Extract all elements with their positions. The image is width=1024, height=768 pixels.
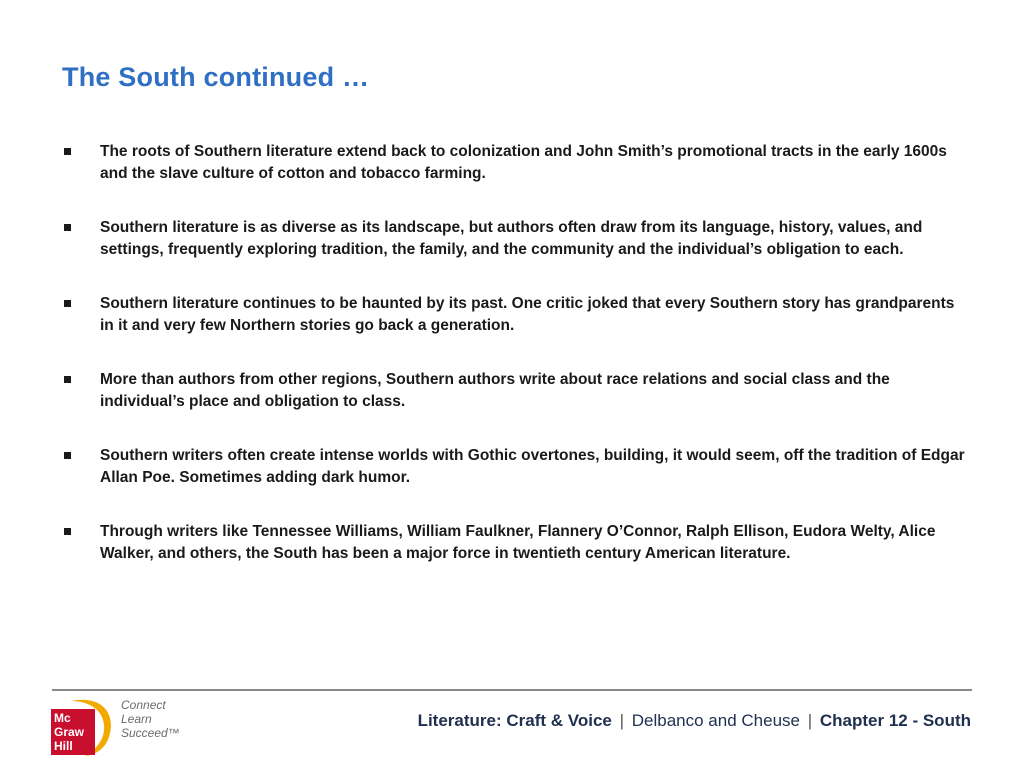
square-bullet-icon	[64, 528, 71, 535]
square-bullet-icon	[64, 300, 71, 307]
bullet-item	[62, 521, 972, 565]
square-bullet-icon	[64, 376, 71, 383]
slide-title: The South continued …	[62, 62, 370, 92]
footer-separator: |	[807, 711, 813, 730]
logo-tagline-line: Succeed™	[121, 726, 180, 740]
bullet-item	[62, 445, 972, 489]
bullet-text: Southern writers often create intense worlds with Gothic overtones, building, it would seem, off the tradition of Edgar Allan Poe. Sometimes adding dark humor.	[100, 447, 965, 486]
bullet-text: The roots of Southern literature extend back to colonization and John Smith’s promotional tracts in the early 1600s and the slave culture of cotton and tobacco farming.	[100, 143, 947, 182]
footer-citation	[418, 711, 971, 731]
footer-divider	[52, 689, 972, 691]
logo-tagline-line: Connect	[121, 698, 166, 712]
logo-tagline-line: Learn	[121, 712, 152, 726]
bullet-item	[62, 217, 972, 261]
bullet-item	[62, 293, 972, 337]
bullet-item	[62, 369, 972, 413]
footer-book-title: Literature: Craft & Voice	[417, 711, 612, 730]
bullet-text: Southern literature is as diverse as its landscape, but authors often draw from its language, history, values, and settings, frequently exploring tradition, the family, and the community and the individual’s obligation to each.	[100, 219, 923, 258]
footer-authors: Delbanco and Cheuse	[631, 711, 800, 730]
square-bullet-icon	[64, 148, 71, 155]
footer-chapter: Chapter 12 - South	[819, 711, 971, 730]
bullet-text: Southern literature continues to be haunted by its past. One critic joked that every Southern story has grandparents in it and very few Northern stories go back a generation.	[100, 295, 955, 334]
bullet-text: Through writers like Tennessee Williams, William Faulkner, Flannery O’Connor, Ralph Ellison, Eudora Welty, Alice Walker, and others, the South has been a major force in twentieth century American literature.	[100, 523, 936, 562]
logo-box-line: Graw	[54, 725, 85, 739]
bullet-text: More than authors from other regions, Southern authors write about race relations and social class and the individual’s place and obligation to class.	[100, 371, 890, 410]
logo-box-line: Hill	[54, 739, 73, 753]
bullet-list	[62, 141, 972, 597]
logo-box-line: Mc	[54, 711, 71, 725]
square-bullet-icon	[64, 224, 71, 231]
bullet-item	[62, 141, 972, 185]
footer-separator: |	[619, 711, 625, 730]
square-bullet-icon	[64, 452, 71, 459]
mcgraw-hill-logo	[51, 697, 181, 757]
